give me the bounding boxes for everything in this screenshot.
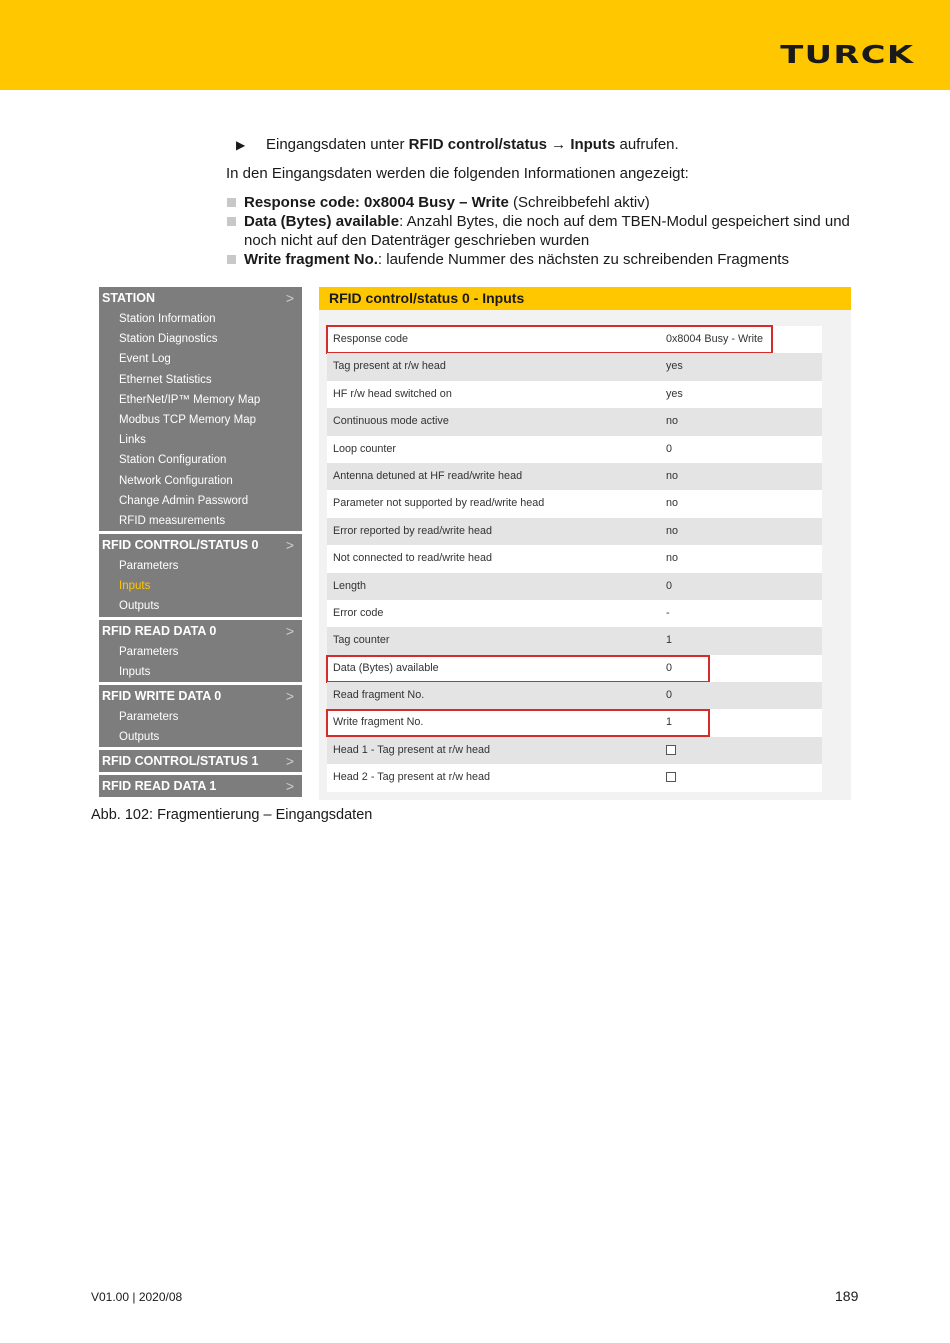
row-label: Head 2 - Tag present at r/w head: [333, 771, 491, 784]
sidebar-group-header[interactable]: [99, 775, 302, 797]
checkbox-icon: [666, 745, 676, 755]
sidebar-item[interactable]: Station Configuration: [119, 454, 227, 467]
row-label: Error code: [333, 606, 384, 619]
chevron-right-icon: >: [285, 537, 294, 554]
chevron-right-icon: >: [285, 688, 294, 704]
sidebar-group-header[interactable]: [99, 620, 302, 642]
row-value: yes: [666, 387, 683, 400]
row-checkbox: [666, 737, 676, 764]
row-checkbox: [666, 764, 676, 791]
row-label: Error reported by read/write head: [333, 524, 493, 537]
step-arrow-icon: ▶: [236, 138, 246, 152]
table-row: [327, 353, 822, 380]
sidebar-group: [99, 750, 302, 772]
bullet-list: [226, 193, 866, 269]
bullet-square-icon: [227, 255, 236, 264]
sidebar-group-header[interactable]: [99, 287, 302, 309]
row-value: 0: [666, 579, 673, 592]
row-label: Tag present at r/w head: [333, 360, 446, 373]
row-label: Head 1 - Tag present at r/w head: [333, 743, 491, 756]
row-label: Data (Bytes) available: [333, 661, 439, 674]
table-row: [327, 463, 822, 490]
sidebar-item[interactable]: Links: [119, 434, 146, 447]
inputs-panel: [319, 310, 851, 800]
row-value: no: [666, 552, 679, 565]
sidebar-group: [99, 287, 302, 531]
sidebar-item[interactable]: Parameters: [119, 711, 179, 723]
main-content: [319, 287, 851, 800]
chevron-right-icon: >: [285, 753, 294, 770]
sidebar-group: [99, 685, 302, 747]
inputs-table: [327, 326, 822, 792]
row-value: no: [666, 524, 679, 537]
sidebar-item[interactable]: Inputs: [119, 580, 151, 593]
chevron-right-icon: >: [285, 778, 294, 795]
checkbox-icon: [666, 772, 676, 782]
chevron-right-icon: >: [285, 622, 294, 639]
row-value: no: [666, 415, 679, 428]
table-row: [327, 436, 822, 463]
table-row: [327, 737, 822, 764]
sidebar-item[interactable]: Outputs: [119, 600, 160, 613]
sidebar-item[interactable]: Modbus TCP Memory Map: [119, 413, 256, 426]
sidebar-group-title: RFID READ DATA 1: [102, 779, 217, 794]
bullet-square-icon: [227, 198, 236, 207]
table-row: [327, 326, 822, 353]
sidebar-item[interactable]: Station Information: [119, 313, 216, 325]
sidebar-item[interactable]: Station Diagnostics: [119, 333, 218, 346]
row-value: 1: [666, 716, 673, 729]
row-label: Read fragment No.: [333, 689, 425, 702]
sidebar-item[interactable]: Ethernet Statistics: [119, 373, 212, 386]
web-ui-screenshot: [91, 283, 859, 800]
turck-logo: TURCK: [779, 40, 914, 69]
figure-caption: Abb. 102: Fragmentierung – Eingangsdaten: [91, 807, 373, 823]
bullet-square-icon: [227, 217, 236, 226]
sidebar-item[interactable]: Parameters: [119, 645, 179, 658]
row-label: Length: [333, 579, 367, 592]
sidebar-group-header[interactable]: [99, 750, 302, 772]
row-value: 1: [666, 634, 673, 647]
chevron-right-icon: >: [285, 290, 294, 306]
row-label: Response code: [333, 333, 409, 345]
row-value: yes: [666, 360, 683, 373]
sidebar-item[interactable]: Inputs: [119, 665, 151, 678]
highlight-box: [326, 709, 710, 737]
footer-version: V01.00 | 2020/08: [91, 1290, 183, 1304]
row-value: no: [666, 497, 679, 510]
sidebar-group-header[interactable]: [99, 534, 302, 556]
table-row: [327, 627, 822, 654]
sidebar-group: [99, 775, 302, 797]
row-label: Loop counter: [333, 442, 397, 455]
table-row: [327, 381, 822, 408]
row-label: Not connected to read/write head: [333, 552, 493, 565]
bullet-response-code: Response code: 0x8004 Busy – Write (Schreibbefehl aktiv): [226, 193, 866, 212]
sidebar-item[interactable]: Change Admin Password: [119, 494, 249, 507]
page-title: RFID control/status 0 - Inputs: [319, 287, 851, 310]
table-row: [327, 600, 822, 627]
sidebar-item[interactable]: Outputs: [119, 731, 160, 744]
sidebar-nav: [99, 287, 302, 800]
highlight-box: [326, 655, 710, 683]
row-label: Parameter not supported by read/write head: [333, 497, 545, 510]
bullet-data-available: Data (Bytes) available: Anzahl Bytes, die noch auf dem TBEN-Modul gespeichert sind und noch nicht auf den Datenträger geschrieben wurden: [226, 212, 866, 250]
table-row: [327, 518, 822, 545]
sidebar-group-title: RFID WRITE DATA 0: [102, 689, 222, 703]
row-value: -: [666, 606, 670, 619]
row-label: HF r/w head switched on: [333, 387, 452, 400]
sidebar-item[interactable]: Event Log: [119, 353, 171, 366]
page-number: 189: [835, 1288, 859, 1304]
sidebar-group-title: RFID CONTROL/STATUS 0: [102, 538, 259, 553]
row-label: Continuous mode active: [333, 415, 449, 428]
table-row: [327, 545, 822, 572]
row-value: 0: [666, 689, 673, 702]
table-row: [327, 682, 822, 709]
sidebar-item[interactable]: Network Configuration: [119, 474, 233, 487]
table-row: [327, 709, 822, 736]
row-value: 0x8004 Busy - Write: [666, 333, 764, 345]
row-label: Antenna detuned at HF read/write head: [333, 469, 523, 482]
sidebar-group: [99, 620, 302, 682]
table-row: [327, 408, 822, 435]
sidebar-item[interactable]: RFID measurements: [119, 514, 226, 527]
sidebar-item[interactable]: EtherNet/IP™ Memory Map: [119, 393, 261, 406]
instruction-step: ▶ Eingangsdaten unter RFID control/status → Inputs aufrufen.: [236, 136, 679, 153]
header-band: [0, 0, 950, 90]
intro-text: In den Eingangsdaten werden die folgenden Informationen angezeigt:: [226, 165, 689, 182]
row-label: Write fragment No.: [333, 716, 424, 729]
sidebar-group-header[interactable]: [99, 685, 302, 707]
row-label: Tag counter: [333, 634, 390, 647]
highlight-box: [326, 325, 773, 354]
row-value: no: [666, 469, 679, 482]
table-row: [327, 655, 822, 682]
table-row: [327, 490, 822, 517]
bullet-write-fragment: Write fragment No.: laufende Nummer des nächsten zu schreibenden Fragments: [226, 250, 866, 269]
sidebar-item[interactable]: Parameters: [119, 560, 179, 573]
sidebar-group-title: RFID CONTROL/STATUS 1: [102, 754, 259, 769]
sidebar-group-title: RFID READ DATA 0: [102, 623, 217, 638]
row-value: 0: [666, 661, 673, 674]
sidebar-group-title: STATION: [102, 291, 156, 305]
table-row: [327, 573, 822, 600]
table-row: [327, 764, 822, 791]
row-value: 0: [666, 442, 673, 455]
sidebar-group: [99, 534, 302, 617]
